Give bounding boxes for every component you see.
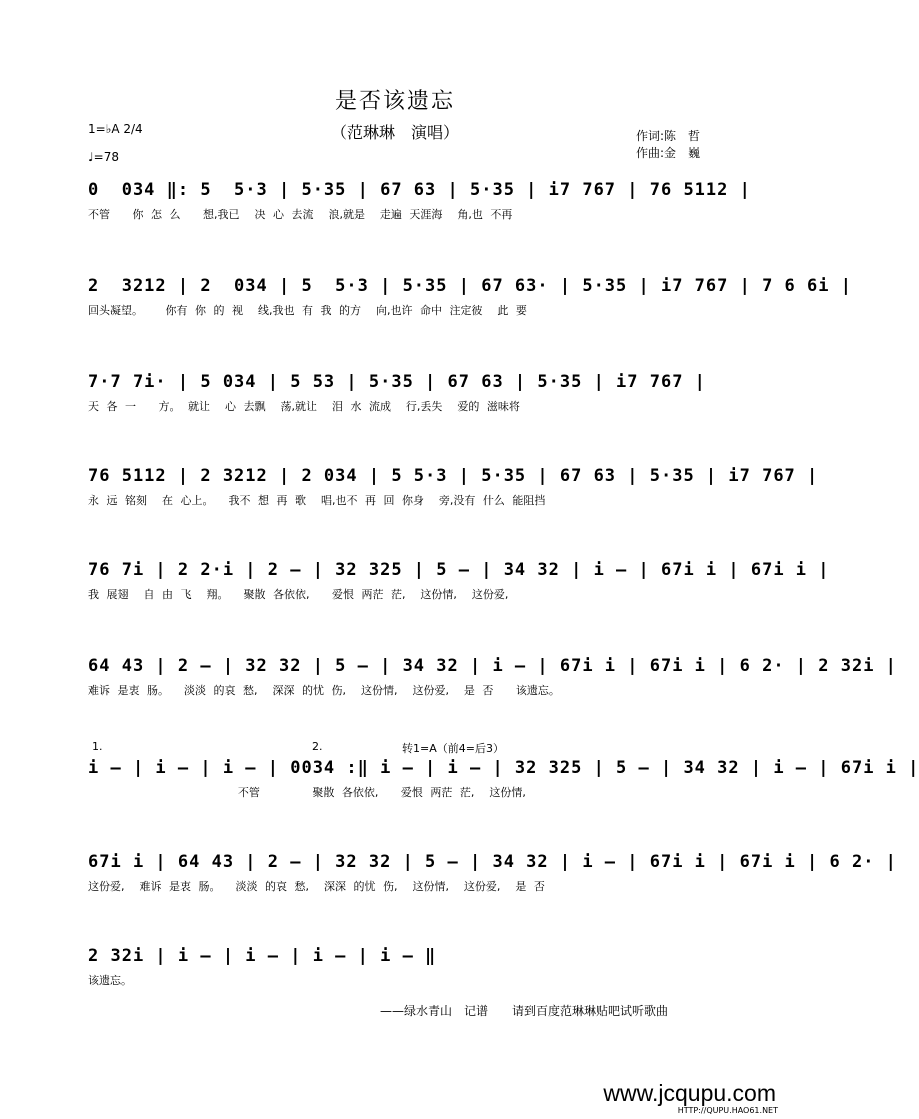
transcriber-note: ——绿水青山 记谱 请到百度范琳琳贴吧试听歌曲 [380,1004,669,1018]
song-title: 是否该遗忘 [334,89,455,114]
key-signature: 1=♭A 2/4 [88,122,143,136]
volta-2-label: 2. [312,740,323,753]
site-watermark: www.jcqupu.com [603,1080,776,1106]
lyrics: 难诉 是衷 肠。 淡淡 的哀 愁, 深深 的忧 伤, 这份情, 这份爱, 是 否 该遗忘。 [88,684,560,697]
score-line-4 [88,466,819,508]
notes: 7·7 7i· | 5 034 | 5 53 | 5·35 | 67 63 | 5·35 | i7 767 | [88,372,706,392]
lyrics: 这份爱, 难诉 是衷 肠。 淡淡 的哀 愁, 深深 的忧 伤, 这份情, 这份爱, 是 否 [88,880,545,893]
notes: 2 3212 | 2 034 | 5 5·3 | 5·35 | 67 63· | 5·35 | i7 767 | 7 6 6i | [88,276,852,296]
lyricist: 作词:陈 哲 [636,129,701,143]
score-line-9 [88,946,740,988]
lyrics: 回头凝望。 你有 你 的 视 线,我也 有 我 的方 向,也许 命中 注定彼 此 要 [88,304,527,317]
composer: 作曲:金 巍 [636,146,701,160]
credits [636,128,700,162]
score-line-6 [88,656,897,698]
score-line-7 [88,758,919,800]
lyrics: 天 各 一 方。 就让 心 去飘 荡,就让 泪 水 流成 行,丢失 爱的 滋味将 [88,400,520,413]
lyrics: 该遗忘。 [88,974,132,987]
lyrics: 不管 聚散 各依依, 爱恨 两茫 茫, 这份情, [88,786,526,799]
site-url-watermark: HTTP://QUPU.HAO61.NET [677,1106,778,1115]
modulation-label: 转1=A（前4=后3） [402,742,504,755]
notes: 76 7i | 2 2·i | 2 – | 32 325 | 5 – | 34 32 | i – | 67i i | 67i i | [88,560,830,580]
lyrics: 不管 你 怎 么 想,我已 决 心 去流 浪,就是 走遍 天涯海 角,也 不再 [88,208,513,221]
score-line-1 [88,180,751,222]
score-line-8 [88,852,897,894]
score-line-5 [88,560,830,602]
notes: 76 5112 | 2 3212 | 2 034 | 5 5·3 | 5·35 | 67 63 | 5·35 | i7 767 | [88,466,819,486]
tempo-marking: ♩=78 [88,150,119,164]
notes: 0 034 ‖: 5 5·3 | 5·35 | 67 63 | 5·35 | i7 767 | 76 5112 | [88,180,751,200]
lyrics: 我 展翅 自 由 飞 翔。 聚散 各依依, 爱恨 两茫 茫, 这份情, 这份爱, [88,588,509,601]
lyrics: 永 远 铭刻 在 心上。 我不 想 再 歌 唱,也不 再 回 你身 旁,没有 什么 能阻挡 [88,494,546,507]
notes: i – | i – | i – | 0034 :‖ i – | i – | 32 325 | 5 – | 34 32 | i – | 67i i | [88,758,919,778]
performer-subtitle: （范琳琳 演唱） [330,123,459,142]
notes: 64 43 | 2 – | 32 32 | 5 – | 34 32 | i – | 67i i | 67i i | 6 2· | 2 32i | [88,656,897,676]
score-line-2 [88,276,852,318]
notes: 67i i | 64 43 | 2 – | 32 32 | 5 – | 34 32 | i – | 67i i | 67i i | 6 2· | [88,852,897,872]
score-line-3 [88,372,740,414]
notes: 2 32i | i – | i – | i – | i – ‖ [88,946,437,966]
volta-1-label: 1. [92,740,103,753]
